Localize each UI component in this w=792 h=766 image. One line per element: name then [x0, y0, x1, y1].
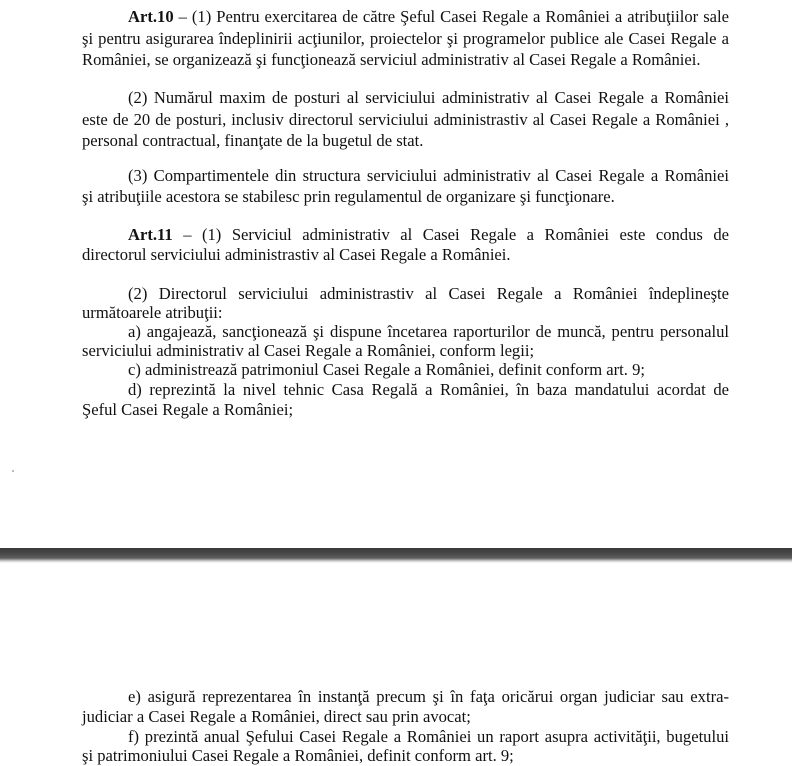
art10-paragraph-1-line-2: şi pentru asigurarea îndeplinirii acţiunilor, proiectelor şi programelor publice ale Casei Regale a [82, 29, 729, 48]
art11-item-f-line-1: f) prezintă anual Şefului Casei Regale a României un raport asupra activităţii, bugetului [128, 727, 729, 746]
art10-paragraph-1-text: – (1) Pentru exercitarea de către Şeful Casei Regale a României a atribuţiilor sale [173, 7, 729, 26]
art11-paragraph-1-line-2: directorul serviciului administrastiv al Casei Regale a României. [82, 245, 511, 264]
art11-heading: Art.11 [128, 225, 173, 244]
page-separator [0, 548, 792, 563]
art11-item-e-line-2: judiciar a Casei Regale a României, direct sau prin avocat; [82, 707, 471, 726]
art11-item-d-line-2: Şeful Casei Regale a României; [82, 400, 294, 419]
art11-paragraph-2-line-1: (2) Directorul serviciului administrastiv al Casei Regale a României îndeplineşte [128, 284, 729, 303]
art10-heading: Art.10 [128, 7, 174, 26]
art10-paragraph-2-line-3: personal contractual, finanţate de la bugetul de stat. [82, 131, 424, 150]
scan-speck [12, 470, 14, 472]
art11-item-a-line-2: serviciului administrativ al Casei Regale a României, conform legii; [82, 341, 535, 360]
art10-paragraph-2-line-2: este de 20 de posturi, inclusiv directorul serviciului administrastiv al Casei Regale a României , [82, 110, 729, 129]
art11-paragraph-1-line-1 [128, 224, 729, 246]
document-page-2 [0, 563, 792, 766]
art11-paragraph-2-line-2: următoarele atribuţii: [82, 303, 223, 322]
art11-item-a-line-1: a) angajează, sancţionează şi dispune încetarea raporturilor de muncă, pentru personalul [128, 322, 729, 341]
art11-item-e-line-1: e) asigură reprezentarea în instanţă precum şi în faţa oricărui organ judiciar sau extra- [128, 687, 729, 706]
art10-paragraph-2-line-1: (2) Numărul maxim de posturi al serviciului administrativ al Casei Regale a României [128, 88, 729, 107]
art10-paragraph-3-line-1: (3) Compartimentele din structura serviciului administrativ al Casei Regale a României [128, 166, 729, 185]
art10-paragraph-1-line-3: României, se organizează şi funcţionează serviciul administrativ al Casei Regale a României. [82, 50, 701, 69]
art11-item-f-line-2: şi patrimoniului Casei Regale a României, definit conform art. 9; [82, 746, 514, 765]
art11-item-c-line-1: c) administrează patrimoniul Casei Regale a României, definit conform art. 9; [128, 360, 645, 379]
art10-paragraph-3-line-2: şi atribuţiile acestora se stabilesc prin regulamentul de organizare şi funcţionare. [82, 187, 615, 206]
art11-paragraph-1-text: – (1) Serviciul administrativ al Casei Regale a României este condus de [172, 225, 729, 244]
art11-item-d-line-1: d) reprezintă la nivel tehnic Casa Regală a României, în baza mandatului acordat de [128, 380, 729, 399]
art10-paragraph-1-line-1 [128, 6, 729, 28]
